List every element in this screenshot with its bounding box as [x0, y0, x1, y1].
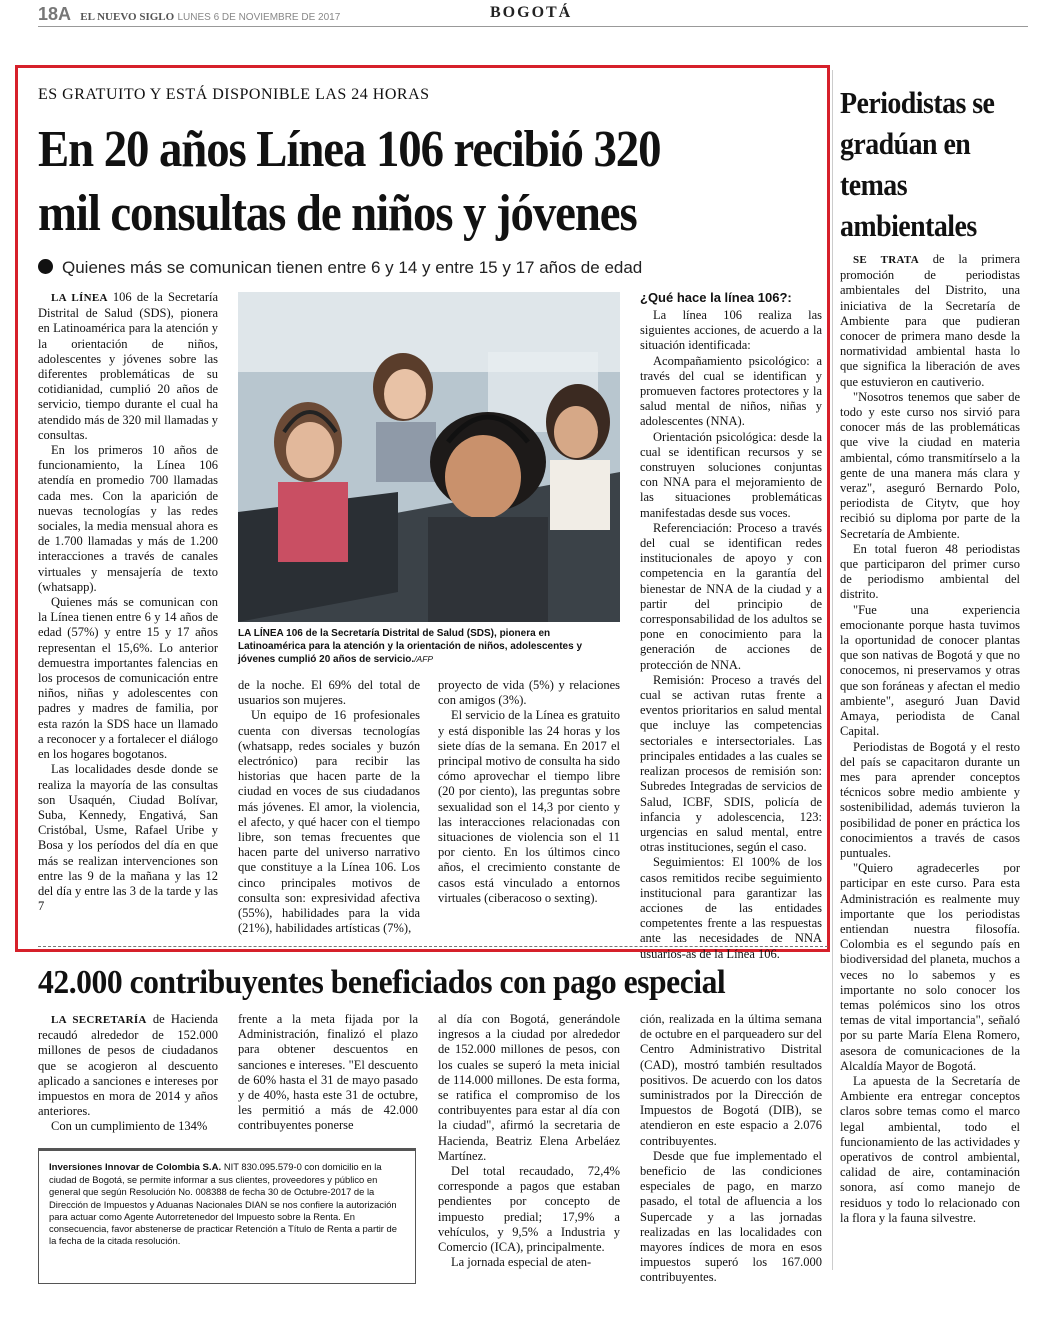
- paragraph: "Fue una experiencia emocionante porque hasta tuvimos la oportunidad de conocer plantas que son nativas de Bogotá y que no conocemos, ni preservamos y otras que son foráneas y afectan el medio ambiente", aseguró Juan David Amaya, periodista de Canal Capital.: [840, 602, 1020, 739]
- second-column-2: [238, 1012, 418, 1134]
- second-headline: 42.000 contribuyentes beneficiados con pago especial: [38, 964, 726, 1001]
- paragraph: Periodistas de Bogotá y el resto del país se capacitaron durante un mes para aprender conceptos técnicos sobre medio ambiente y sostenibilidad, además tuvieron la posibilidad de poner en práctica los conocimientos a través de casos puntuales.: [840, 739, 1020, 860]
- paragraph: al día con Bogotá, generándole ingresos a la ciudad por alrededor de 152.000 millones de pesos, con los cuales se superó la meta inicial de 114.000 millones. De esta forma, se ratifica el compromiso de los contribuyentes para estar al día con la ciudad", afirmó la secretaria de Hacienda, Beatriz Elena Arbeláez Martínez.: [438, 1012, 620, 1163]
- paragraph: Quienes más se comunican con la Línea tienen entre 6 y 14 años de edad (57%) y entre 15 y 17 años representan el 15,6%. Lo anterior demuestra importantes falencias en los procesos de comunicación entre niños, niñas y adolescentes con padres y madres de familia, por esta razón la SDS hace un llamado a reconocer y a fortalecer el diálogo en los hogares bogotanos.: [38, 595, 218, 762]
- paragraph: Orientación psicológica: desde la cual se identifican recursos y se construyen soluciones conjuntas con NNA para el mejoramiento de las situaciones problemáticas manifestadas desde sus voces.: [640, 429, 822, 520]
- subhead-text: Quienes más se comunican tienen entre 6 y 14 y entre 15 y 17 años de edad: [62, 258, 643, 277]
- paragraph: En los primeros 10 años de funcionamiento, la Línea 106 atendía en promedio 700 llamadas cada mes. Con la aparición de nuevas tecnologías y las redes sociales, la media mensual ahora es de 1.700 llamadas y más de 1.200 interacciones a través de canales virtuales y mensajería de texto (whatsapp).: [38, 443, 218, 594]
- second-column-4: [640, 1012, 822, 1286]
- photo-credit: /AFP: [414, 654, 434, 664]
- paragraph-text: 106 de la Secretaría Distrital de Salud (SDS), pionera en Latinoamérica para la atención y la orientación de niños, adolescentes y jóvenes sobre las diferentes problemáticas de su cotidianidad, cumplió 20 años de servicio, tiempo durante el cual ha atendido más de 320 mil llamadas y consultas.: [38, 290, 218, 442]
- article-column-3: [438, 678, 620, 906]
- lead-caps: LA LÍNEA: [51, 292, 108, 304]
- article-column-1: [38, 290, 218, 914]
- second-column-3: [438, 1012, 620, 1270]
- paragraph: ción, realizada en la última semana de octubre en el parqueadero sur del Centro Administrativo Distrital (CAD), mostró también resultados positivos. De acuerdo con los datos suministrados por la Dirección de Impuestos de Bogotá (DIB), se atendieron en este espacio a 2.076 contribuyentes.: [640, 1012, 822, 1148]
- section-divider: [38, 946, 828, 947]
- paragraph: proyecto de vida (5%) y relaciones con amigos (3%).: [438, 678, 620, 708]
- paragraph: Desde que fue implementado el beneficio de las condiciones especiales de pago, en marzo pasado, el total de afluencia a los Supercade y a las jornadas realizadas en las localidades con mayores índices de mora en esos impuestos superó los 167.000 contribuyentes.: [640, 1148, 822, 1285]
- paragraph: Del total recaudado, 72,4% corresponde a pagos que estaban pendientes por concepto de impuesto predial; 17,9% a vehículos, y 9,5% a Industria y Comercio (ICA), principalmente.: [438, 1164, 620, 1255]
- lead-caps: LA SECRETARÍA: [51, 1014, 147, 1026]
- paragraph: La línea 106 realiza las siguientes acciones, de acuerdo a la situación identificada:: [640, 308, 822, 353]
- notice-text: NIT 830.095.579-0 con domicilio en la ciudad de Bogotá, se permite informar a sus clientes, proveedores y público en general que según Resolución No. 008388 de fecha 30 de Octubre-2017 de la Dirección de Impuestos y Aduanas Nacionales DIAN se nos confiere la autorización para actuar como Agente Autorretenedor del Impuesto sobre la Renta. En consecuencia, favor abstenerse de practicar Retención a Título de Renta a partir de la fecha de la citada resolución.: [49, 1161, 397, 1247]
- paragraph: Con un cumplimiento de 134%: [51, 1119, 208, 1134]
- photo-caption: [238, 627, 620, 666]
- photo-illustration: [238, 292, 620, 622]
- paragraph: Remisión: Proceso a través del cual se activan rutas frente a eventos prioritarios en salud mental que incluye las competencias sectoriales e intersectoriales. Las principales entidades a las cuales se realizan procesos de remisión son: Subredes Integradas de servicios de Salud, ICBF, SDIS, policía de infancia y adolescencia, 123: urgencias en salud mental, entre otras instituciones, según el caso.: [640, 672, 822, 855]
- paragraph: de la noche. El 69% del total de usuarios son mujeres.: [238, 678, 420, 708]
- paragraph: La apuesta de la Secretaría de Ambiente era entregar conceptos claros sobre temas como el marco legal ambiental, todo el funcionamiento de las actividades y operativos de control ambiental, calidad de aire, contaminación sonora, así como manejo de residuos y todo lo relacionado con la flora y la fauna silvestre.: [840, 1073, 1020, 1225]
- caption-text: LA LÍNEA 106 de la Secretaría Distrital de Salud (SDS), pionera en Latinoamérica para la atención y la orientación de niños, adolescentes y jóvenes cumplió 20 años de servicio.: [238, 628, 583, 665]
- lead-caps: SE TRATA: [853, 254, 919, 266]
- right-column: [840, 252, 1020, 1226]
- paragraph: Un equipo de 16 profesionales cuenta con diversas tecnologías (whatsapp, redes sociales y buzón electrónico) para recibir las historias que hacen parte de la ciudad en voces de sus ciudadanos más jóvenes. El amor, la violencia, el afecto, y qué hacer con el tiempo libre, son temas frecuentes que hacen parte del universo narrativo que constituye a la Línea 106. Los cinco principales motivos de consulta son: expresividad afectiva (55%), habilidades para la vida (21%), habilidades artísticas (7%),: [238, 708, 420, 936]
- paragraph: [840, 252, 1020, 390]
- paragraph: Referenciación: Proceso a través del cual se identifican redes institucionales de apoyo y con competencia en la garantía del bienestar de NNA de la ciudad y a partir del principio de corresponsabilidad de los adultos se pone en conocimiento para la generación de acciones de protección de NNA.: [640, 520, 822, 672]
- paragraph: Las localidades desde donde se realiza la mayoría de las consultas son Usaquén, Ciudad Bolívar, Suba, Kennedy, Engativá, San Cristóbal, Usme, Rafael Uribe y Bosa y los períodos del día en que más se realizan intervenciones son entre las 9 de la mañana y las 12 del día y entre las 3 de la tarde y las 7: [38, 762, 218, 914]
- newspaper-name: EL NUEVO SIGLO: [80, 11, 175, 23]
- paragraph: El servicio de la Línea es gratuito y está disponible las 24 horas y los siete días de la semana. En 2017 el principal motivo de consulta ha sido cómo aprovechar el tiempo libre (20 por ciento), las preguntas sobre sexualidad son el 14,3 por ciento y las interacciones relacionadas con situaciones de violencia son el 11 por ciento. En los últimos cinco años, el crecimiento constante de casos está vinculado a entornos virtuales (ciberacoso o sexting).: [438, 708, 620, 905]
- article-headline: [38, 118, 740, 246]
- sidebar-title: ¿Qué hace la línea 106?:: [640, 290, 792, 305]
- issue-date: LUNES 6 DE NOVIEMBRE DE 2017: [177, 12, 341, 23]
- paragraph: Seguimientos: El 100% de los casos remitidos recibe seguimiento institucional para garantizar las acciones de las entidades competentes frente a las respuestas ante las necesidades de NNA usuarios-as de la Línea 106.: [640, 855, 822, 961]
- paragraph: [38, 1012, 218, 1119]
- paragraph-text: de Hacienda recaudó alrededor de 152.000 millones de pesos de ciudadanos que se acogieron al descuento aplicado a sanciones e intereses por impuestos en mora de 2014 y años anteriores.: [38, 1012, 219, 1119]
- page-folio: [38, 4, 1028, 27]
- bullet-dot-icon: [38, 259, 53, 274]
- section-name: BOGOTÁ: [490, 4, 573, 21]
- paragraph: En total fueron 48 periodistas que participaron del primer curso de periodismo ambiental del distrito.: [840, 541, 1020, 602]
- right-headline: Periodistas se gradúan en temas ambientales: [840, 85, 995, 243]
- page-number: 18A: [38, 4, 72, 24]
- column-rule: [832, 70, 833, 1270]
- legal-notice-box: [38, 1148, 416, 1284]
- paragraph: Acompañamiento psicológico: a través del cual se identifican y promueven factores protectores y la salud mental de niños, niñas y adolescentes (NNA).: [640, 353, 822, 429]
- call-center-photo: [238, 292, 620, 622]
- paragraph-text: de la primera promoción de periodistas ambientales del Distrito, una iniciativa de la Secretaría de Ambiente para que pudieran conocer de primera mano desde la normatividad ambiental hasta lo que significa la liberación de aves que estuvieron en cautiverio.: [840, 252, 1021, 389]
- paragraph: La jornada especial de aten-: [451, 1255, 592, 1270]
- paragraph: [38, 290, 218, 443]
- second-column-1: [38, 1012, 218, 1135]
- article-kicker: ES GRATUITO Y ESTÁ DISPONIBLE LAS 24 HORAS: [38, 86, 430, 103]
- paragraph: "Nosotros tenemos que saber de todo y este curso nos sirvió para conocer más de las problemáticas que vive la ciudad en materia ambiental, cómo transmitírselo a la gente de una manera más clara y veraz", aseguró Bernardo Polo, periodista de Citytv, que hoy recibió su diploma por parte de la Secretaría de Ambiente.: [840, 389, 1020, 541]
- headline-line-1: En 20 años Línea 106 recibió 320: [38, 121, 661, 178]
- headline-line-2: mil consultas de niños y jóvenes: [38, 185, 637, 242]
- article-subhead: [38, 258, 642, 278]
- sidebar-column: [640, 308, 822, 962]
- paragraph: "Quiero agradecerles por participar en este curso. Para esta Administración es realmente muy importante que los periodistas entiendan nuestra filosofía. Colombia es el segundo país en biodiversidad del planeta, muchos a veces no lo sabemos y es importante no solo conocer los temas polémicos sino los otros temas de vital importancia", señaló por su parte María Elena Romero, asesora de comunicaciones de la Alcaldía Mayor de Bogotá.: [840, 861, 1020, 1073]
- paragraph: frente a la meta fijada por la Administración, finalizó el plazo para obtener descuentos en sanciones e intereses. "El descuento de 60% hasta el 31 de mayo pasado y de 40%, hasta este 31 de octubre, les permitió a más de 42.000 contribuyentes ponerse: [238, 1012, 418, 1133]
- article-column-2: [238, 678, 420, 936]
- notice-company: Inversiones Innovar de Colombia S.A.: [49, 1162, 222, 1173]
